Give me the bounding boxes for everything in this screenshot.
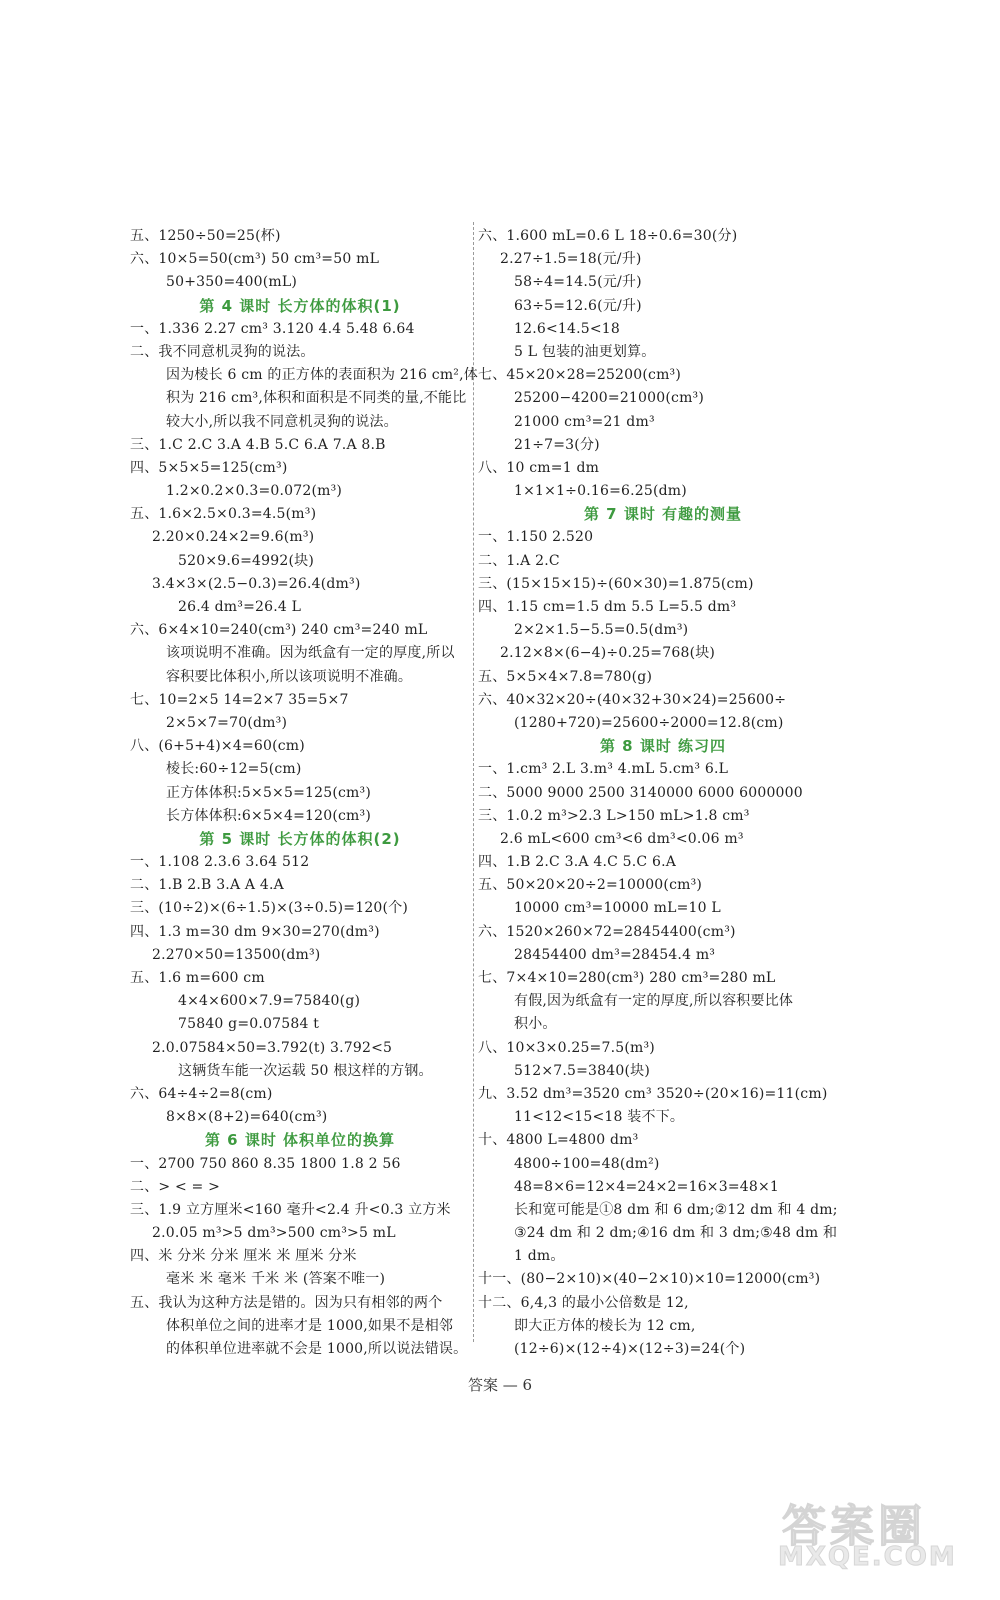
watermark-logo — [772, 1490, 972, 1580]
answer-line: 五、5×5×4×7.8=780(g) — [478, 668, 653, 685]
lesson-heading: 第 7 课时 有趣的测量 — [583, 505, 743, 524]
answer-line: 该项说明不准确。因为纸盒有一定的厚度,所以 — [166, 645, 455, 662]
lesson-heading: 第 8 课时 练习四 — [599, 737, 727, 756]
lesson-heading: 第 6 课时 体积单位的换算 — [204, 1131, 396, 1150]
answer-line: 六、10×5=50(cm³) 50 cm³=50 mL — [130, 251, 380, 268]
answer-line: 容积要比体积小,所以该项说明不准确。 — [166, 668, 413, 685]
answer-line: 三、(10÷2)×(6÷1.5)×(3÷0.5)=120(个) — [130, 900, 409, 917]
answer-line: 一、1.150 2.520 — [478, 529, 594, 546]
answer-line: 积为 216 cm³,体积和面积是不同类的量,不能比 — [166, 390, 467, 407]
left-column — [130, 225, 478, 1361]
answer-line: 1 dm。 — [514, 1248, 565, 1265]
answer-line: 四、1.B 2.C 3.A 4.C 5.C 6.A — [478, 854, 677, 871]
answer-line: 一、1.336 2.27 cm³ 3.120 4.4 5.48 6.64 — [130, 320, 415, 337]
answer-line: 即大正方体的棱长为 12 cm, — [514, 1317, 696, 1334]
answer-line: 长方体体积:6×5×4=120(cm³) — [166, 807, 372, 824]
answer-line: 积小。 — [514, 1016, 557, 1033]
answer-line: 28454400 dm³=28454.4 m³ — [514, 946, 716, 963]
answer-line: 六、6×4×10=240(cm³) 240 cm³=240 mL — [130, 622, 428, 639]
answer-line: 2.6 mL<600 cm³<6 dm³<0.06 m³ — [500, 830, 744, 847]
answer-line: 512×7.5=3840(块) — [514, 1062, 650, 1079]
answer-line: 的体积单位进率就不会是 1000,所以说法错误。 — [166, 1341, 468, 1357]
answer-line: 10000 cm³=10000 mL=10 L — [514, 900, 721, 917]
answer-line: 六、1520×260×72=28454400(cm³) — [478, 923, 736, 940]
answer-line: 1×1×1÷0.16=6.25(dm) — [514, 483, 687, 500]
answer-line: 25200−4200=21000(cm³) — [514, 390, 705, 407]
page-number: 答案 — 6 — [467, 1376, 533, 1394]
answer-line: 八、(6+5+4)×4=60(cm) — [130, 738, 305, 755]
answer-line: 五、1.6 m=600 cm — [130, 970, 265, 986]
answer-line: 十、4800 L=4800 dm³ — [478, 1132, 639, 1149]
answer-line: 五、我认为这种方法是错的。因为只有相邻的两个 — [130, 1294, 443, 1311]
lesson-heading: 第 4 课时 长方体的体积(1) — [199, 296, 401, 315]
answer-line: ③24 dm 和 2 dm;④16 dm 和 3 dm;⑤48 dm 和 — [514, 1225, 838, 1242]
lesson-heading: 第 5 课时 长方体的体积(2) — [199, 829, 401, 848]
answer-line: 体积单位之间的进率才是 1000,如果不是相邻 — [166, 1317, 454, 1334]
answer-line: 二、1.B 2.B 3.A A 4.A — [130, 877, 284, 894]
answer-line: 七、10=2×5 14=2×7 35=5×7 — [130, 691, 349, 708]
answer-line: 50+350=400(mL) — [166, 274, 298, 291]
watermark-text: 答案圈 — [782, 1501, 926, 1552]
answer-line: 二、5000 9000 2500 3140000 6000 6000000 — [478, 784, 803, 801]
column-divider — [473, 222, 474, 1342]
answer-line: 三、(15×15×15)÷(60×30)=1.875(cm) — [478, 575, 754, 592]
answer-line: 11<12<15<18 装不下。 — [514, 1109, 685, 1126]
answer-line: 四、1.15 cm=1.5 dm 5.5 L=5.5 dm³ — [478, 599, 737, 615]
answer-line: 七、7×4×10=280(cm³) 280 cm³=280 mL — [478, 970, 776, 986]
answer-line: 21000 cm³=21 dm³ — [514, 413, 655, 430]
answer-line: 棱长:60÷12=5(cm) — [166, 761, 302, 778]
answer-line: 21÷7=3(分) — [514, 436, 600, 453]
answer-line: 12.6<14.5<18 — [514, 320, 621, 337]
answer-line: 一、1.cm³ 2.L 3.m³ 4.mL 5.cm³ 6.L — [478, 761, 729, 778]
answer-line: 26.4 dm³=26.4 L — [178, 599, 302, 615]
answer-line: 五、50×20×20÷2=10000(cm³) — [478, 877, 703, 894]
answer-line: 八、10×3×0.25=7.5(m³) — [478, 1039, 655, 1056]
answer-line: 较大小,所以我不同意机灵狗的说法。 — [166, 413, 398, 430]
answer-line: 一、2700 750 860 8.35 1800 1.8 2 56 — [130, 1155, 401, 1172]
answer-line: 三、1.C 2.C 3.A 4.B 5.C 6.A 7.A 8.B — [130, 436, 386, 453]
answer-line: 七、45×20×28=25200(cm³) — [478, 367, 682, 384]
answer-line: 2.20×0.24×2=9.6(m³) — [152, 529, 315, 546]
answer-line: (1280+720)=25600÷2000=12.8(cm) — [514, 714, 784, 731]
watermark-url: MXQE.COM — [778, 1542, 957, 1572]
answer-line: 有假,因为纸盒有一定的厚度,所以容积要比体 — [514, 993, 794, 1010]
answer-line: 3.4×3×(2.5−0.3)=26.4(dm³) — [152, 575, 361, 592]
answer-line: 4×4×600×7.9=75840(g) — [178, 993, 361, 1010]
answer-line: 六、40×32×20÷(40×32+30×24)=25600÷ — [478, 691, 787, 708]
answer-line: 2×5×7=70(dm³) — [166, 714, 288, 731]
answer-line: 48=8×6=12×4=24×2=16×3=48×1 — [514, 1178, 780, 1195]
right-column — [478, 225, 848, 1361]
answer-line: (12÷6)×(12÷4)×(12÷3)=24(个) — [514, 1341, 746, 1357]
answer-line: 八、10 cm=1 dm — [478, 459, 600, 476]
answer-line: 2.27÷1.5=18(元/升) — [500, 251, 642, 268]
answer-line: 8×8×(8+2)=640(cm³) — [166, 1109, 328, 1126]
answer-line: 毫米 米 毫米 千米 米 (答案不唯一) — [166, 1271, 386, 1288]
answer-line: 63÷5=12.6(元/升) — [514, 297, 642, 314]
answer-line: 75840 g=0.07584 t — [178, 1016, 320, 1033]
answer-line: 五、1250÷50=25(杯) — [130, 228, 281, 244]
answer-line: 六、1.600 mL=0.6 L 18÷0.6=30(分) — [478, 228, 738, 244]
answer-line: 2.0.05 m³>5 dm³>500 cm³>5 mL — [152, 1225, 396, 1242]
answer-line: 三、1.0.2 m³>2.3 L>150 mL>1.8 cm³ — [478, 807, 750, 824]
answer-line: 520×9.6=4992(块) — [178, 552, 314, 569]
answer-line: 二、> < = > — [130, 1178, 221, 1195]
answer-line: 十一、(80−2×10)×(40−2×10)×10=12000(cm³) — [478, 1271, 821, 1288]
answer-line: 58÷4=14.5(元/升) — [514, 274, 642, 291]
answer-line: 三、1.9 立方厘米<160 毫升<2.4 升<0.3 立方米 — [130, 1201, 451, 1218]
answer-line: 四、5×5×5=125(cm³) — [130, 459, 288, 476]
answer-line: 2.12×8×(6−4)÷0.25=768(块) — [500, 645, 716, 662]
answer-line: 2.270×50=13500(dm³) — [152, 946, 321, 963]
answer-line: 二、我不同意机灵狗的说法。 — [130, 343, 315, 360]
answer-line: 因为棱长 6 cm 的正方体的表面积为 216 cm²,体 — [166, 367, 478, 384]
answer-line: 九、3.52 dm³=3520 cm³ 3520÷(20×16)=11(cm) — [478, 1085, 828, 1102]
answer-line: 四、1.3 m=30 dm 9×30=270(dm³) — [130, 923, 380, 940]
answer-line: 这辆货车能一次运载 50 根这样的方钢。 — [178, 1062, 433, 1079]
answer-line: 1.2×0.2×0.3=0.072(m³) — [166, 483, 343, 500]
answer-line: 二、1.A 2.C — [478, 552, 560, 569]
answer-line: 正方体体积:5×5×5=125(cm³) — [166, 784, 372, 801]
answer-line: 4800÷100=48(dm²) — [514, 1155, 660, 1172]
answer-line: 四、米 分米 分米 厘米 米 厘米 分米 — [130, 1248, 357, 1265]
answer-line: 五、1.6×2.5×0.3=4.5(m³) — [130, 506, 317, 523]
answer-line: 2×2×1.5−5.5=0.5(dm³) — [514, 622, 689, 639]
answer-line: 2.0.07584×50=3.792(t) 3.792<5 — [152, 1039, 393, 1056]
answer-line: 六、64÷4÷2=8(cm) — [130, 1085, 273, 1102]
answer-line: 十二、6,4,3 的最小公倍数是 12, — [478, 1294, 689, 1311]
answer-line: 5 L 包装的油更划算。 — [514, 343, 656, 360]
answer-line: 长和宽可能是①8 dm 和 6 dm;②12 dm 和 4 dm; — [514, 1201, 838, 1218]
answer-line: 一、1.108 2.3.6 3.64 512 — [130, 854, 310, 871]
